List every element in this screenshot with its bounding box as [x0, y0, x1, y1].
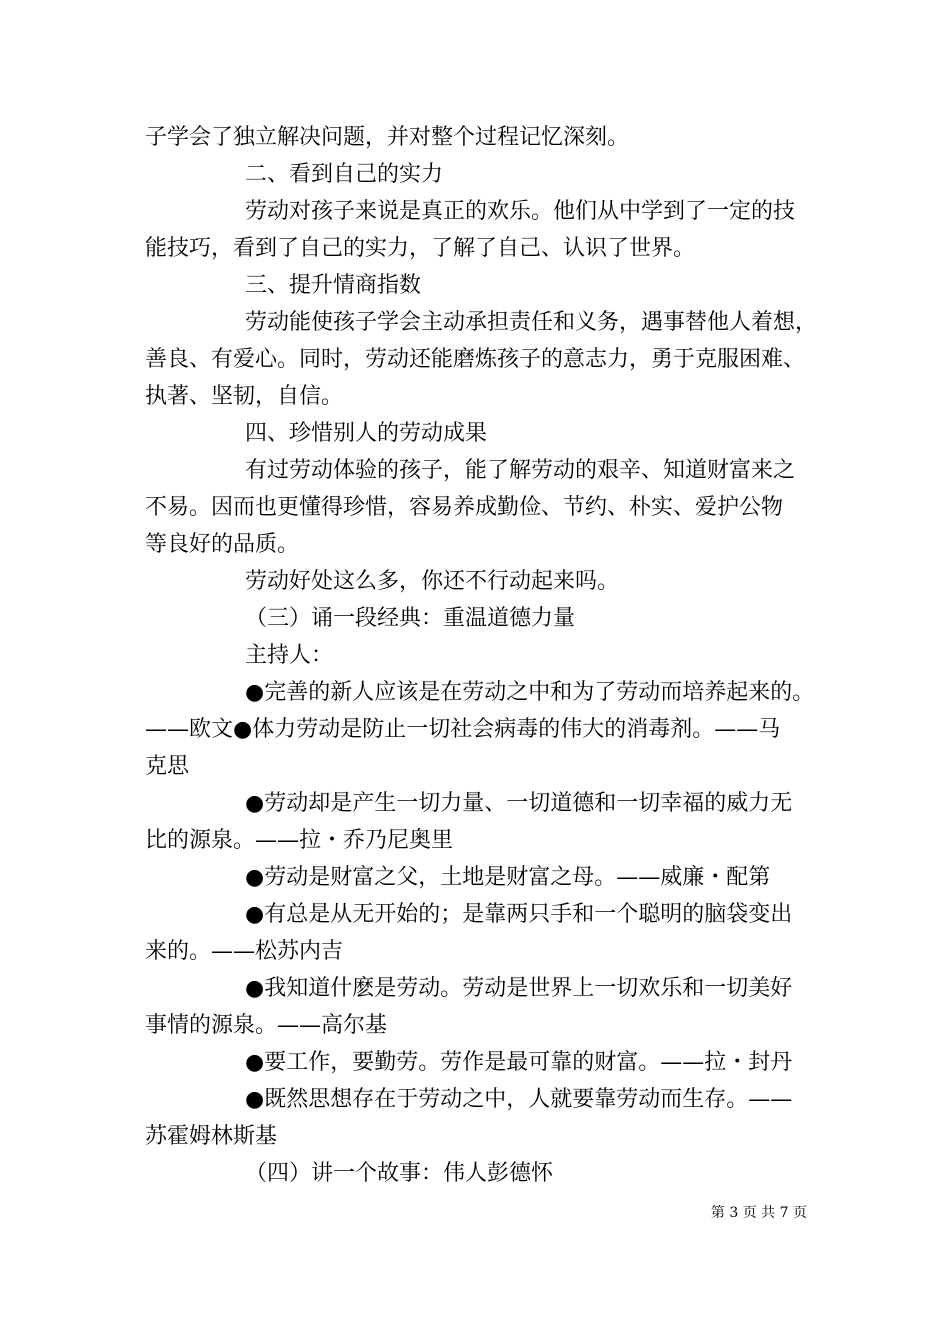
- text-line: ●既然思想存在于劳动之中，人就要靠劳动而生存。——: [245, 1087, 793, 1112]
- text-line: 劳动对孩子来说是真正的欢乐。他们从中学到了一定的技: [245, 199, 796, 224]
- text-line: 劳动好处这么多，你还不行动起来吗。: [245, 569, 620, 594]
- text-line: 劳动能使孩子学会主动承担责任和义务，遇事替他人着想，: [245, 310, 818, 335]
- page-number-footer: 第 3 页 共 7 页: [710, 1205, 807, 1221]
- text-line: ●劳动是财富之父，土地是财富之母。——威廉・配第: [245, 865, 771, 890]
- document-body: [145, 119, 818, 1192]
- text-line: 克思: [145, 754, 190, 779]
- text-line: 执著、坚韧，自信。: [145, 384, 344, 409]
- text-line: 事情的源泉。——高尔基: [145, 1013, 388, 1038]
- text-line: 主持人：: [245, 643, 334, 668]
- text-line: 苏霍姆林斯基: [145, 1124, 278, 1149]
- text-line: 子学会了独立解决问题，并对整个过程记忆深刻。: [145, 125, 630, 150]
- text-line: 不易。因而也更懂得珍惜，容易养成勤俭、节约、朴实、爱护公物: [145, 495, 784, 520]
- text-line: 二、看到自己的实力: [245, 162, 444, 187]
- text-line: 善良、有爱心。同时，劳动还能磨炼孩子的意志力，勇于克服困难、: [145, 347, 806, 372]
- text-line: 来的。——松苏内吉: [145, 939, 344, 964]
- text-line: 等良好的品质。: [145, 532, 300, 557]
- text-line: 三、提升情商指数: [245, 273, 422, 298]
- text-line: ——欧文●体力劳动是防止一切社会病毒的伟大的消毒剂。——马: [145, 717, 781, 742]
- text-line: 四、珍惜别人的劳动成果: [245, 421, 488, 446]
- text-line: 有过劳动体验的孩子，能了解劳动的艰辛、知道财富来之: [245, 458, 796, 483]
- text-line: 能技巧，看到了自己的实力，了解了自己、认识了世界。: [145, 236, 696, 261]
- text-line: ●有总是从无开始的；是靠两只手和一个聪明的脑袋变出: [245, 902, 793, 927]
- text-line: （四）讲一个故事：伟人彭德怀: [245, 1161, 554, 1186]
- text-line: ●完善的新人应该是在劳动之中和为了劳动而培养起来的。: [245, 680, 815, 705]
- text-line: ●劳动却是产生一切力量、一切道德和一切幸福的威力无: [245, 791, 793, 816]
- text-line: （三）诵一段经典：重温道德力量: [245, 606, 576, 631]
- text-line: 比的源泉。——拉・乔乃尼奥里: [145, 828, 454, 853]
- text-line: ●我知道什麽是劳动。劳动是世界上一切欢乐和一切美好: [245, 976, 793, 1001]
- text-line: ●要工作，要勤劳。劳作是最可靠的财富。——拉・封丹: [245, 1050, 793, 1075]
